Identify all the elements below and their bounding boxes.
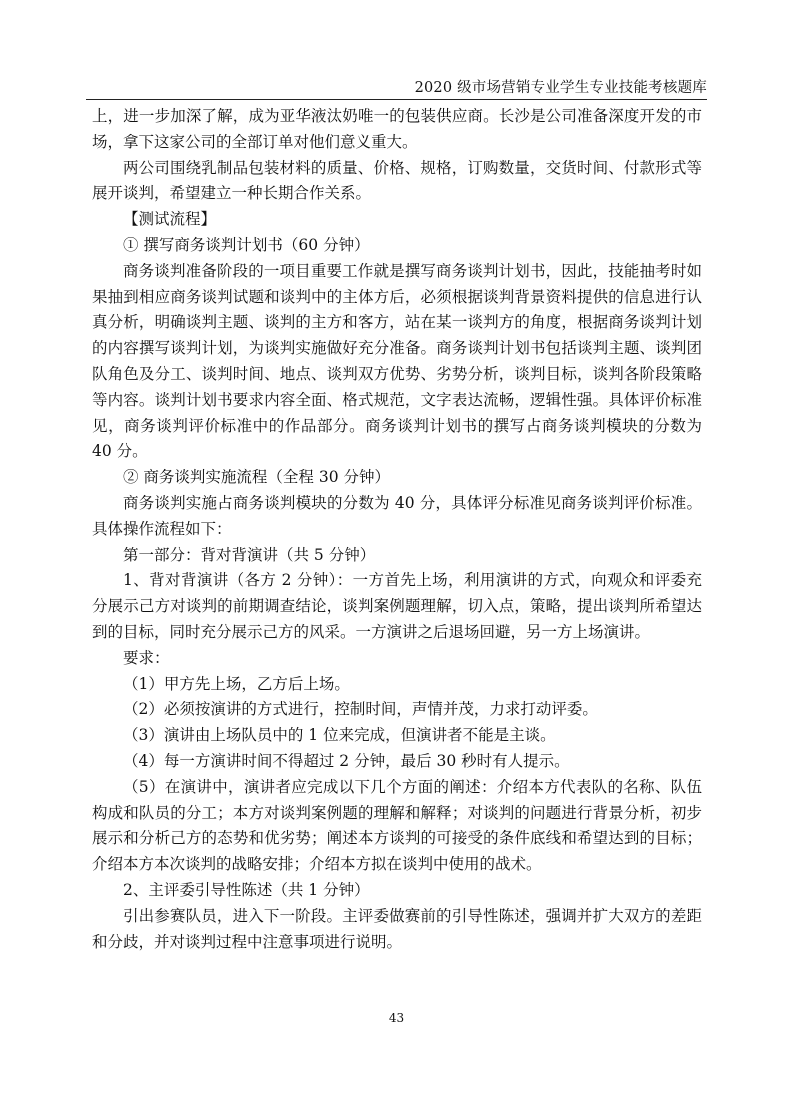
subsection-heading: ② 商务谈判实施流程（全程 30 分钟）	[123, 468, 391, 487]
section-heading: 【测试流程】	[123, 210, 217, 229]
list-item: （2）必须按演讲的方式进行，控制时间，声情并茂，力求打动评委。	[123, 700, 598, 719]
list-item: （3）演讲由上场队员中的 1 位来完成，但演讲者不能是主谈。	[123, 726, 556, 745]
paragraph: 1、背对背演讲（各方 2 分钟）：一方首先上场，利用演讲的方式，向观众和评委充分展示己方对谈判的前期调查结论，谈判案例题理解，切入点，策略，提出谈判所希望达到的目标，同时充分展示己方的风采。一方演讲之后退场回避，另一方上场演讲。	[92, 571, 702, 641]
list-item: （4）每一方演讲时间不得超过 2 分钟，最后 30 秒时有人提示。	[123, 751, 570, 770]
list-item: （1）甲方先上场，乙方后上场。	[123, 674, 350, 693]
document-body	[92, 104, 702, 955]
paragraph: 两公司围绕乳制品包装材料的质量、价格、规格，订购数量，交货时间、付款形式等展开谈判，希望建立一种长期合作关系。	[92, 158, 702, 203]
list-item: （5）在演讲中，演讲者应完成以下几个方面的阐述：介绍本方代表队的名称、队伍构成和队员的分工；本方对谈判案例题的理解和解释；对谈判的问题进行背景分析，初步展示和分析己方的态势和优劣势；阐述本方谈判的可接受的条件底线和希望达到的目标；介绍本方本次谈判的战略安排；介绍本方拟在谈判中使用的战术。	[92, 777, 702, 874]
requirements-label: 要求：	[123, 648, 170, 667]
part-heading: 第一部分：背对背演讲（共 5 分钟）	[123, 545, 376, 564]
running-header: 2020 级市场营销专业学生专业技能考核题库	[414, 80, 707, 96]
header-rule	[86, 99, 707, 100]
paragraph: 商务谈判实施占商务谈判模块的分数为 40 分，具体评分标准见商务谈判评价标准。具体操作流程如下：	[92, 493, 702, 538]
subsection-heading: ① 撰写商务谈判计划书（60 分钟）	[123, 235, 370, 254]
page-number: 43	[388, 1011, 405, 1025]
paragraph: 商务谈判准备阶段的一项目重要工作就是撰写商务谈判计划书，因此，技能抽考时如果抽到相应商务谈判试题和谈判中的主体方后，必须根据谈判背景资料提供的信息进行认真分析，明确谈判主题、谈判的主方和客方，站在某一谈判方的角度，根据商务谈判计划的内容撰写谈判计划，为谈判实施做好充分准备。商务谈判计划书包括谈判主题、谈判团队角色及分工、谈判时间、地点、谈判双方优势、劣势分析，谈判目标，谈判各阶段策略等内容。谈判计划书要求内容全面、格式规范，文字表达流畅，逻辑性强。具体评价标准见，商务谈判评价标准中的作品部分。商务谈判计划书的撰写占商务谈判模块的分数为 40 分。	[92, 261, 702, 461]
paragraph: 上，进一步加深了解，成为亚华液汰奶唯一的包装供应商。长沙是公司准备深度开发的市场，拿下这家公司的全部订单对他们意义重大。	[92, 107, 702, 151]
part-heading: 2、主评委引导性陈述（共 1 分钟）	[123, 880, 370, 899]
paragraph: 引出参赛队员，进入下一阶段。主评委做赛前的引导性陈述，强调并扩大双方的差距和分歧，并对谈判过程中注意事项进行说明。	[92, 906, 702, 951]
